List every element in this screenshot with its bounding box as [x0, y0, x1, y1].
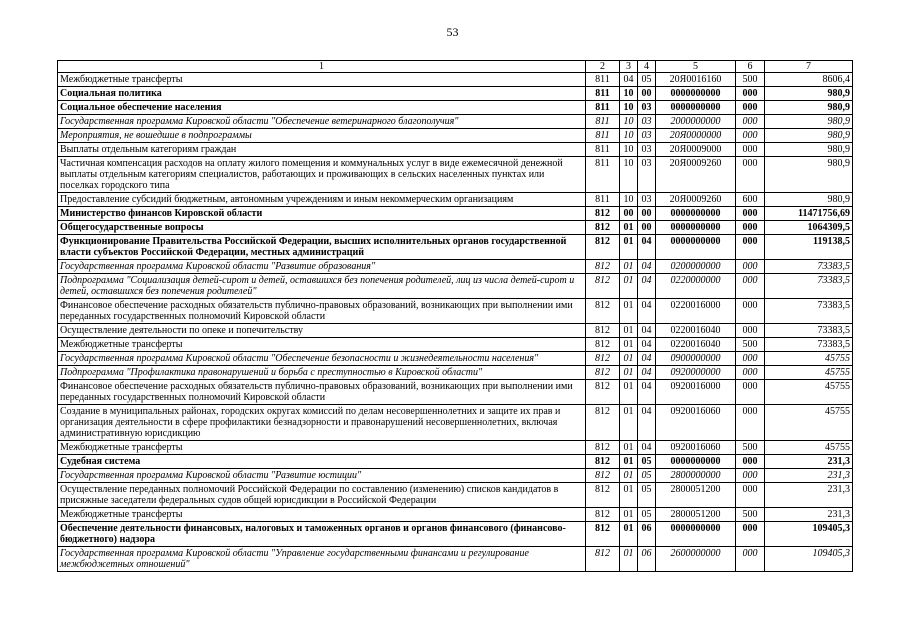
row-name-cell: Социальная политика: [58, 87, 586, 101]
table-row: [58, 207, 853, 221]
table-row: [58, 274, 853, 299]
subsection-code-cell: 03: [638, 157, 656, 193]
target-code-cell: 0000000000: [656, 207, 736, 221]
section-code-cell: 01: [620, 405, 638, 441]
amount-cell: 45755: [765, 380, 853, 405]
ministry-code-cell: 811: [586, 101, 620, 115]
table-row: [58, 260, 853, 274]
target-code-cell: 0920016000: [656, 380, 736, 405]
subsection-code-cell: 03: [638, 143, 656, 157]
table-row: [58, 380, 853, 405]
amount-cell: 109405,3: [765, 522, 853, 547]
table-row: [58, 547, 853, 572]
section-code-cell: 01: [620, 260, 638, 274]
target-code-cell: 2800051200: [656, 483, 736, 508]
section-code-cell: 01: [620, 441, 638, 455]
table-row: [58, 193, 853, 207]
expense-type-cell: 000: [736, 157, 765, 193]
table-row: [58, 101, 853, 115]
ministry-code-cell: 812: [586, 235, 620, 260]
row-name-cell: Министерство финансов Кировской области: [58, 207, 586, 221]
table-row: [58, 87, 853, 101]
amount-cell: 1064309,5: [765, 221, 853, 235]
ministry-code-cell: 812: [586, 352, 620, 366]
amount-cell: 73383,5: [765, 274, 853, 299]
target-code-cell: 0920016060: [656, 405, 736, 441]
table-row: [58, 143, 853, 157]
target-code-cell: 0000000000: [656, 235, 736, 260]
table-row: [58, 299, 853, 324]
row-name-cell: Государственная программа Кировской области "Развитие юстиции": [58, 469, 586, 483]
subsection-code-cell: 05: [638, 455, 656, 469]
amount-cell: 231,3: [765, 508, 853, 522]
expense-type-cell: 000: [736, 221, 765, 235]
subsection-code-cell: 04: [638, 235, 656, 260]
target-code-cell: 2600000000: [656, 547, 736, 572]
expense-type-cell: 000: [736, 380, 765, 405]
row-name-cell: Финансовое обеспечение расходных обязательств публично-правовых образований, возникающих при выполнении ими переданных государственных полномочий Кировской области: [58, 380, 586, 405]
target-code-cell: 20Я0009260: [656, 157, 736, 193]
subsection-code-cell: 04: [638, 405, 656, 441]
section-code-cell: 01: [620, 547, 638, 572]
expense-type-cell: 500: [736, 508, 765, 522]
section-code-cell: 01: [620, 455, 638, 469]
header-cell: 7: [765, 61, 853, 73]
expense-type-cell: 000: [736, 547, 765, 572]
amount-cell: 73383,5: [765, 324, 853, 338]
header-cell: 1: [58, 61, 586, 73]
budget-table: [57, 60, 853, 572]
table-row: [58, 483, 853, 508]
amount-cell: 980,9: [765, 101, 853, 115]
row-name-cell: Общегосударственные вопросы: [58, 221, 586, 235]
ministry-code-cell: 812: [586, 522, 620, 547]
amount-cell: 980,9: [765, 157, 853, 193]
expense-type-cell: 000: [736, 366, 765, 380]
target-code-cell: 0920016060: [656, 441, 736, 455]
section-code-cell: 01: [620, 380, 638, 405]
section-code-cell: 10: [620, 193, 638, 207]
table-row: [58, 455, 853, 469]
target-code-cell: 0920000000: [656, 366, 736, 380]
subsection-code-cell: 00: [638, 207, 656, 221]
table-row: [58, 235, 853, 260]
table-row: [58, 352, 853, 366]
ministry-code-cell: 812: [586, 405, 620, 441]
subsection-code-cell: 04: [638, 274, 656, 299]
table-row: [58, 157, 853, 193]
expense-type-cell: 000: [736, 101, 765, 115]
row-name-cell: Межбюджетные трансферты: [58, 338, 586, 352]
target-code-cell: 0000000000: [656, 522, 736, 547]
amount-cell: 980,9: [765, 129, 853, 143]
expense-type-cell: 000: [736, 235, 765, 260]
target-code-cell: 0220000000: [656, 274, 736, 299]
table-row: [58, 221, 853, 235]
expense-type-cell: 500: [736, 73, 765, 87]
subsection-code-cell: 05: [638, 73, 656, 87]
amount-cell: 119138,5: [765, 235, 853, 260]
amount-cell: 980,9: [765, 193, 853, 207]
target-code-cell: 0220016040: [656, 338, 736, 352]
target-code-cell: 20Я0000000: [656, 129, 736, 143]
row-name-cell: Судебная система: [58, 455, 586, 469]
section-code-cell: 10: [620, 101, 638, 115]
amount-cell: 73383,5: [765, 338, 853, 352]
ministry-code-cell: 812: [586, 366, 620, 380]
section-code-cell: 01: [620, 508, 638, 522]
amount-cell: 980,9: [765, 115, 853, 129]
row-name-cell: Межбюджетные трансферты: [58, 441, 586, 455]
section-code-cell: 10: [620, 87, 638, 101]
expense-type-cell: 000: [736, 299, 765, 324]
ministry-code-cell: 812: [586, 547, 620, 572]
section-code-cell: 01: [620, 483, 638, 508]
ministry-code-cell: 812: [586, 469, 620, 483]
row-name-cell: Межбюджетные трансферты: [58, 508, 586, 522]
row-name-cell: Предоставление субсидий бюджетным, автономным учреждениям и иным некоммерческим организациям: [58, 193, 586, 207]
expense-type-cell: 000: [736, 469, 765, 483]
table-row: [58, 115, 853, 129]
table-row: [58, 73, 853, 87]
table-row: [58, 129, 853, 143]
expense-type-cell: 500: [736, 441, 765, 455]
row-name-cell: Государственная программа Кировской области "Обеспечение ветеринарного благополучия": [58, 115, 586, 129]
table-row: [58, 522, 853, 547]
row-name-cell: Создание в муниципальных районах, городских округах комиссий по делам несовершеннолетних и защите их прав и организация деятельности в сфере профилактики безнадзорности и правонарушений несовершеннолетних, включая административную юрисдикцию: [58, 405, 586, 441]
subsection-code-cell: 03: [638, 101, 656, 115]
target-code-cell: 20Я0009000: [656, 143, 736, 157]
amount-cell: 231,3: [765, 469, 853, 483]
expense-type-cell: 000: [736, 274, 765, 299]
amount-cell: 45755: [765, 352, 853, 366]
target-code-cell: 2800000000: [656, 469, 736, 483]
target-code-cell: 0220016040: [656, 324, 736, 338]
expense-type-cell: 000: [736, 260, 765, 274]
row-name-cell: Осуществление переданных полномочий Российской Федерации по составлению (изменению) списков кандидатов в присяжные заседатели федеральных судов общей юрисдикции в Российской Федерации: [58, 483, 586, 508]
amount-cell: 980,9: [765, 87, 853, 101]
subsection-code-cell: 06: [638, 547, 656, 572]
ministry-code-cell: 812: [586, 441, 620, 455]
expense-type-cell: 000: [736, 405, 765, 441]
expense-type-cell: 500: [736, 338, 765, 352]
expense-type-cell: 000: [736, 207, 765, 221]
section-code-cell: 10: [620, 115, 638, 129]
target-code-cell: 0000000000: [656, 455, 736, 469]
expense-type-cell: 000: [736, 483, 765, 508]
subsection-code-cell: 04: [638, 366, 656, 380]
target-code-cell: 2800051200: [656, 508, 736, 522]
ministry-code-cell: 812: [586, 274, 620, 299]
section-code-cell: 01: [620, 522, 638, 547]
subsection-code-cell: 05: [638, 508, 656, 522]
row-name-cell: Межбюджетные трансферты: [58, 73, 586, 87]
amount-cell: 980,9: [765, 143, 853, 157]
table-row: [58, 324, 853, 338]
row-name-cell: Осуществление деятельности по опеке и попечительству: [58, 324, 586, 338]
ministry-code-cell: 812: [586, 221, 620, 235]
header-cell: 3: [620, 61, 638, 73]
row-name-cell: Государственная программа Кировской области "Управление государственными финансами и регулирование межбюджетных отношений": [58, 547, 586, 572]
expense-type-cell: 000: [736, 129, 765, 143]
section-code-cell: 01: [620, 366, 638, 380]
row-name-cell: Обеспечение деятельности финансовых, налоговых и таможенных органов и органов финансового (финансово-бюджетного) надзора: [58, 522, 586, 547]
section-code-cell: 00: [620, 207, 638, 221]
table-row: [58, 469, 853, 483]
amount-cell: 231,3: [765, 455, 853, 469]
subsection-code-cell: 05: [638, 469, 656, 483]
expense-type-cell: 000: [736, 522, 765, 547]
expense-type-cell: 000: [736, 115, 765, 129]
subsection-code-cell: 06: [638, 522, 656, 547]
section-code-cell: 10: [620, 157, 638, 193]
header-cell: 5: [656, 61, 736, 73]
expense-type-cell: 000: [736, 455, 765, 469]
amount-cell: 73383,5: [765, 299, 853, 324]
expense-type-cell: 600: [736, 193, 765, 207]
subsection-code-cell: 04: [638, 324, 656, 338]
row-name-cell: Подпрограмма "Социализация детей-сирот и детей, оставшихся без попечения родителей, лиц из числа детей-сирот и детей, оставшихся без попечения родителей": [58, 274, 586, 299]
amount-cell: 8606,4: [765, 73, 853, 87]
amount-cell: 231,3: [765, 483, 853, 508]
ministry-code-cell: 811: [586, 193, 620, 207]
section-code-cell: 10: [620, 129, 638, 143]
row-name-cell: Мероприятия, не вошедшие в подпрограммы: [58, 129, 586, 143]
subsection-code-cell: 04: [638, 260, 656, 274]
subsection-code-cell: 03: [638, 129, 656, 143]
target-code-cell: 0000000000: [656, 221, 736, 235]
header-cell: 2: [586, 61, 620, 73]
row-name-cell: Функционирование Правительства Российской Федерации, высших исполнительных органов государственной власти субъектов Российской Федерации, местных администраций: [58, 235, 586, 260]
section-code-cell: 01: [620, 235, 638, 260]
row-name-cell: Социальное обеспечение населения: [58, 101, 586, 115]
expense-type-cell: 000: [736, 352, 765, 366]
expense-type-cell: 000: [736, 87, 765, 101]
amount-cell: 73383,5: [765, 260, 853, 274]
ministry-code-cell: 812: [586, 483, 620, 508]
table-row: [58, 338, 853, 352]
section-code-cell: 01: [620, 469, 638, 483]
row-name-cell: Подпрограмма "Профилактика правонарушений и борьба с преступностью в Кировской области": [58, 366, 586, 380]
target-code-cell: 20Я0009260: [656, 193, 736, 207]
ministry-code-cell: 811: [586, 157, 620, 193]
table-row: [58, 508, 853, 522]
subsection-code-cell: 04: [638, 338, 656, 352]
row-name-cell: Государственная программа Кировской области "Обеспечение безопасности и жизнедеятельности населения": [58, 352, 586, 366]
amount-cell: 109405,3: [765, 547, 853, 572]
amount-cell: 45755: [765, 366, 853, 380]
ministry-code-cell: 812: [586, 455, 620, 469]
subsection-code-cell: 00: [638, 87, 656, 101]
ministry-code-cell: 811: [586, 87, 620, 101]
section-code-cell: 01: [620, 221, 638, 235]
amount-cell: 45755: [765, 405, 853, 441]
amount-cell: 45755: [765, 441, 853, 455]
target-code-cell: 0000000000: [656, 87, 736, 101]
amount-cell: 11471756,69: [765, 207, 853, 221]
table-row: [58, 441, 853, 455]
page-number: 53: [446, 25, 459, 39]
section-code-cell: 01: [620, 299, 638, 324]
target-code-cell: 0000000000: [656, 101, 736, 115]
subsection-code-cell: 04: [638, 352, 656, 366]
target-code-cell: 0220016000: [656, 299, 736, 324]
row-name-cell: Выплаты отдельным категориям граждан: [58, 143, 586, 157]
ministry-code-cell: 812: [586, 324, 620, 338]
target-code-cell: 20Я0016160: [656, 73, 736, 87]
ministry-code-cell: 811: [586, 129, 620, 143]
target-code-cell: 2000000000: [656, 115, 736, 129]
subsection-code-cell: 00: [638, 221, 656, 235]
expense-type-cell: 000: [736, 324, 765, 338]
subsection-code-cell: 03: [638, 115, 656, 129]
subsection-code-cell: 05: [638, 483, 656, 508]
subsection-code-cell: 04: [638, 299, 656, 324]
ministry-code-cell: 812: [586, 380, 620, 405]
section-code-cell: 10: [620, 143, 638, 157]
row-name-cell: Государственная программа Кировской области "Развитие образования": [58, 260, 586, 274]
ministry-code-cell: 812: [586, 299, 620, 324]
header-cell: 4: [638, 61, 656, 73]
ministry-code-cell: 812: [586, 338, 620, 352]
row-name-cell: Финансовое обеспечение расходных обязательств публично-правовых образований, возникающих при выполнении ими переданных государственных полномочий Кировской области: [58, 299, 586, 324]
section-code-cell: 01: [620, 274, 638, 299]
ministry-code-cell: 811: [586, 143, 620, 157]
subsection-code-cell: 04: [638, 441, 656, 455]
target-code-cell: 0200000000: [656, 260, 736, 274]
ministry-code-cell: 811: [586, 73, 620, 87]
header-cell: 6: [736, 61, 765, 73]
section-code-cell: 01: [620, 338, 638, 352]
ministry-code-cell: 812: [586, 260, 620, 274]
section-code-cell: 01: [620, 352, 638, 366]
header-row: [58, 61, 853, 73]
row-name-cell: Частичная компенсация расходов на оплату жилого помещения и коммунальных услуг в виде ежемесячной денежной выплаты отдельным категориям специалистов, работающих и проживающих в сельских населенных пунктах или поселках городского типа: [58, 157, 586, 193]
table-row: [58, 405, 853, 441]
subsection-code-cell: 03: [638, 193, 656, 207]
ministry-code-cell: 812: [586, 508, 620, 522]
subsection-code-cell: 04: [638, 380, 656, 405]
ministry-code-cell: 811: [586, 115, 620, 129]
target-code-cell: 0900000000: [656, 352, 736, 366]
expense-type-cell: 000: [736, 143, 765, 157]
ministry-code-cell: 812: [586, 207, 620, 221]
table-row: [58, 366, 853, 380]
section-code-cell: 01: [620, 324, 638, 338]
section-code-cell: 04: [620, 73, 638, 87]
